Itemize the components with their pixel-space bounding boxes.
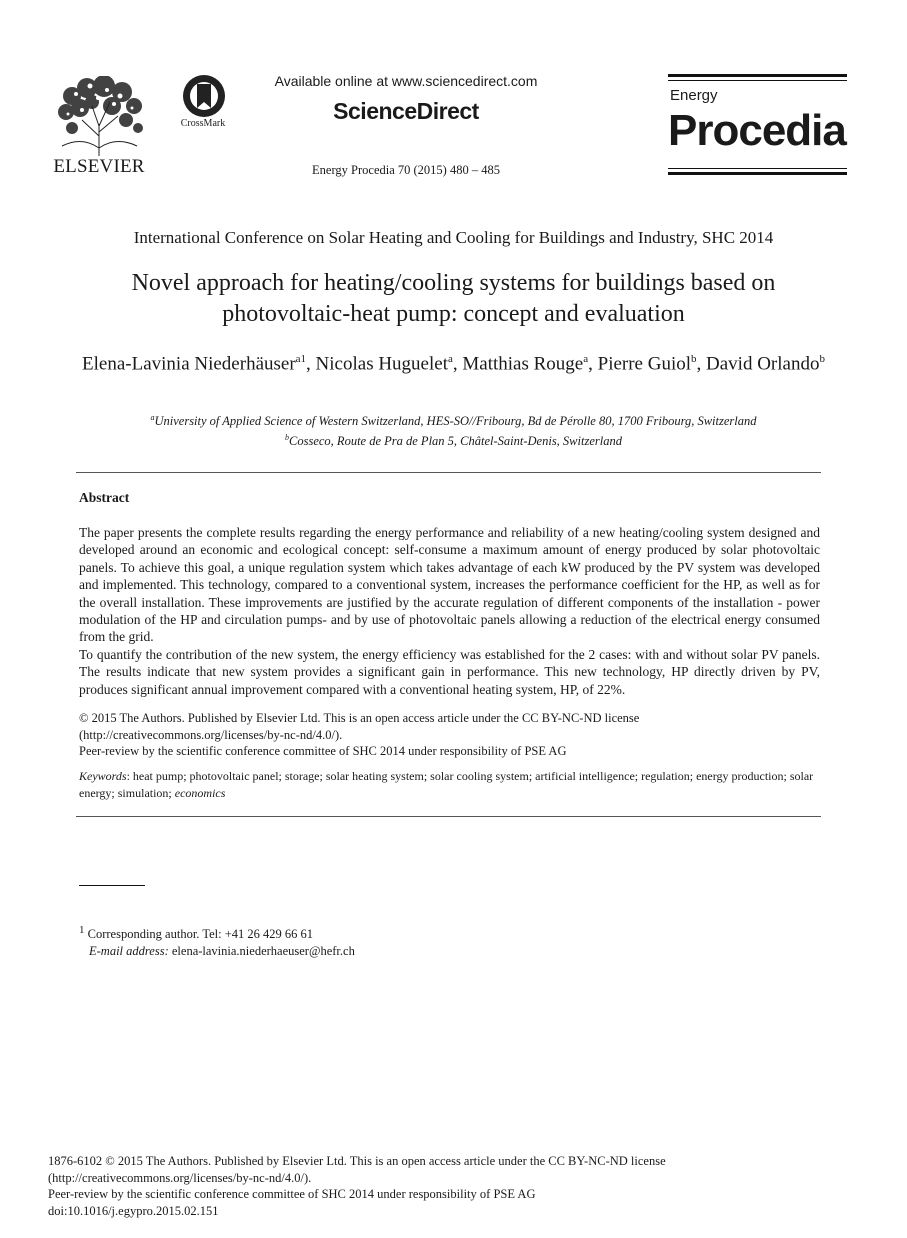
title-line: photovoltaic-heat pump: concept and evaluation	[222, 301, 685, 327]
author-name: Elena-Lavinia Niederhäuser	[82, 353, 296, 375]
logo-rule-top-thin	[668, 80, 847, 81]
section-divider-top	[76, 472, 821, 473]
email-label: E-mail address:	[89, 943, 169, 958]
affiliation-b	[80, 430, 827, 450]
title-line: Novel approach for heating/cooling systems for buildings based on	[131, 270, 776, 296]
procedia-energy-label: Energy	[670, 87, 718, 104]
logo-rule-bottom	[668, 172, 847, 175]
footnote-rule	[79, 885, 145, 886]
footnote-email-line	[79, 943, 579, 960]
energy-procedia-logo	[668, 74, 847, 176]
crossmark-icon	[172, 74, 236, 120]
license-notice	[79, 710, 820, 760]
author-separator: ,	[306, 353, 316, 375]
peer-review-line: Peer-review by the scientific conference committee of SHC 2014 under responsibility of PSE AG	[79, 744, 567, 759]
footer-issn-line: 1876-6102 © 2015 The Authors. Published by Elsevier Ltd. This is an open access article under the CC BY-NC-ND license	[48, 1154, 666, 1168]
journal-reference: Energy Procedia 70 (2015) 480 – 485	[312, 163, 500, 177]
conference-name: International Conference on Solar Heating and Cooling for Buildings and Industry, SHC 2014	[133, 228, 774, 247]
footnote-phone: Corresponding author. Tel: +41 26 429 66 61	[84, 927, 313, 942]
author-name: Matthias Rouge	[462, 353, 584, 375]
email-address[interactable]: elena-lavinia.niederhaeuser@hefr.ch	[168, 943, 355, 958]
page-footer	[48, 1153, 868, 1219]
footnote-mark: 1	[79, 924, 85, 936]
section-divider-bottom	[76, 816, 821, 817]
logo-rule-top	[668, 74, 847, 77]
abstract-paragraph: To quantify the contribution of the new system, the energy efficiency was established for the 2 cases: with and without solar PV panels. The results indicate that new system provides a significant gain in performance. This new technology, HP directly driven by PV, produces significant annual improvement compared with a conventional heating system, HP, of 22%.	[79, 646, 820, 697]
license-link[interactable]: (http://creativecommons.org/licenses/by-nc-nd/4.0/).	[79, 727, 343, 742]
author-affiliation-mark: a1	[295, 353, 307, 365]
author-affiliation-mark: b	[819, 353, 825, 365]
author-separator: ,	[696, 353, 707, 375]
license-line: © 2015 The Authors. Published by Elsevier Ltd. This is an open access article under the CC BY-NC-ND license	[79, 711, 640, 725]
abstract-paragraph: The paper presents the complete results regarding the energy performance and reliability of a new heating/cooling system designed and developed around an economic and ecological concept: self-consume a maximum amount of energy produced by solar photovoltaic panels. To achieve this goal, a unique regulation system which takes advantage of each kW produced by the PV system was developed and implemented. This technology, compared to a conventional system, increases the performance coefficient for the HP, as well as for the overall installation. These improvements are justified by the accurate regulation of different components of the installation - power modulation of the HP and circulation pumps- and by use of photovoltaic panels allowing a reduction of the electrical energy consumed from the grid.	[79, 525, 820, 645]
logo-rule-bottom-thin	[668, 168, 847, 169]
author-affiliation-mark: a	[583, 353, 589, 365]
crossmark-label: CrossMark	[180, 118, 226, 129]
author-name: David Orlando	[706, 353, 820, 375]
affiliation-text: University of Applied Science of Western Switzerland, HES-SO//Fribourg, Bd de Pérolle 80, 1700 Fribourg, Switzerland	[154, 414, 757, 429]
affiliations	[80, 410, 827, 449]
affiliation-text: Cosseco, Route de Pra de Plan 5, Châtel-Saint-Denis, Switzerland	[289, 433, 622, 448]
author-affiliation-mark: b	[691, 353, 697, 365]
abstract-heading: Abstract	[79, 490, 130, 505]
author-affiliation-mark: a	[447, 353, 453, 365]
available-online-text: Available online at www.sciencedirect.com	[274, 73, 538, 89]
keywords-last: economics	[174, 785, 226, 800]
footer-doi[interactable]: doi:10.1016/j.egypro.2015.02.151	[48, 1203, 219, 1218]
affiliation-mark: a	[150, 413, 155, 422]
keywords	[79, 768, 820, 801]
sciencedirect-wordmark: ScienceDirect	[333, 98, 479, 124]
keywords-text: : heat pump; photovoltaic panel; storage; solar heating system; solar cooling system; artificial intelligence; regulation; energy production; solar energy; simulation;	[79, 769, 814, 800]
footnote-line	[79, 922, 579, 943]
elsevier-wordmark: ELSEVIER	[53, 156, 145, 177]
elsevier-tree-icon	[52, 76, 147, 158]
affiliation-mark: b	[285, 432, 290, 442]
corresponding-author-footnote	[79, 922, 579, 959]
authors-list	[70, 347, 837, 376]
author-name: Pierre Guiol	[597, 353, 692, 375]
procedia-wordmark: Procedia	[668, 106, 846, 155]
footer-license-link[interactable]: (http://creativecommons.org/licenses/by-nc-nd/4.0/).	[48, 1170, 312, 1185]
footer-peer-review: Peer-review by the scientific conference committee of SHC 2014 under responsibility of PSE AG	[48, 1187, 536, 1202]
abstract-body	[79, 524, 820, 698]
keywords-label: Keywords	[79, 769, 127, 783]
paper-title	[60, 268, 847, 330]
affiliation-a	[80, 410, 827, 430]
author-name: Nicolas Huguelet	[315, 353, 448, 375]
author-separator: ,	[452, 353, 463, 375]
author-separator: ,	[588, 353, 598, 375]
